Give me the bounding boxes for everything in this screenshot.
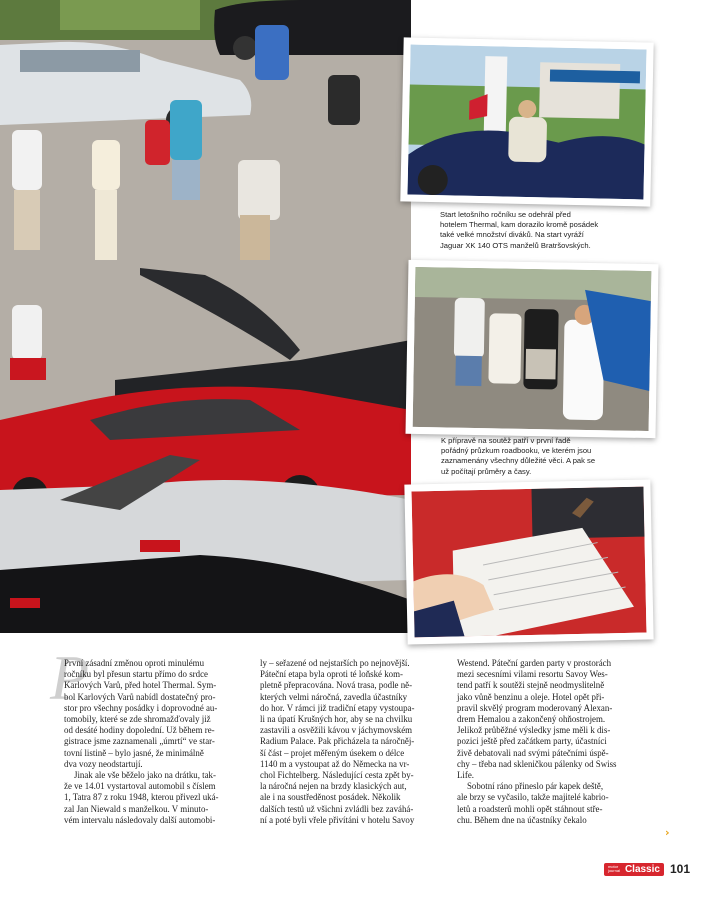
magazine-logo — [604, 863, 664, 876]
paragraph: Sobotní ráno přineslo pár kapek deště, ale brzy se vyčasilo, takže majitelé kabrio- letů a roadsterů mohli opět stáhnout stře- chu. Během dne na účastníky čekalo — [457, 781, 609, 825]
logo-text: Classic — [624, 863, 660, 875]
main-photo-rally-cars — [0, 0, 411, 633]
article-column-1 — [64, 658, 244, 826]
continue-arrow-icon: › — [665, 826, 670, 839]
paragraph: ly – seřazené od nejstarších po nejnovější. Páteční etapa byla oproti té loňské kom- pletně přepracována. Nová trasa, podle ně- kterých velmi náročná, zavedla účastníky do hor. V rámci již tradiční etapy vystoupa- li na úpatí Krušných hor, aby se na chvilku zastavili a osvěžili kávou v jáchymovském Radium Palace. Pak přicházela ta náročněj- ší část – projet měřeným úsekem o délce 1140 m a vystoupat až do Německa na vr- chol Fichtelberg. Následující cesta zpět by- la náročná nejen na brzdy klasických aut, ale i na soustředěnost posádek. Několik dalších testů už všichni zvládli bez zaváhá- ní a poté byli vřele přivítáni v hotelu Savoy — [260, 658, 415, 825]
photo-roadbook-hands — [404, 479, 653, 644]
article-column-2 — [260, 658, 443, 826]
paragraph: Jinak ale vše běželo jako na drátku, tak- že ve 14.01 vystartoval automobil s číslem 1, Tatra 87 z roku 1948, kterou přivezl uká- zal Jan Niewald s manželkou. V minuto- vém intervalu následovaly další automobi- — [64, 770, 219, 825]
photo-jaguar-start — [400, 37, 653, 206]
article-column-3 — [457, 658, 641, 826]
page-number: 101 — [669, 862, 690, 876]
page-footer — [604, 862, 690, 876]
caption-start: Start letošního ročníku se odehrál před hotelem Thermal, kam dorazilo kromě posádek také velké množství diváků. Na start vyráží Jaguar XK 140 OTS manželů Bratršovských. — [440, 210, 599, 250]
photo-roadbook-crowd — [406, 260, 659, 438]
logo-small-text: motor journal — [607, 864, 620, 873]
paragraph: První zásadní změnou oproti minulému ročníku byl přesun startu přímo do srdce Karlových Varů, před hotel Thermal. Sym- bol Karlových Varů nabídl dostatečný pro- stor pro všechny posádky i doprovodné au- tomobily, které se zde shromažďovaly již od desáté hodiny dopolední. Už během re- gistrace jsme zaznamenali „úmrtí“ ve star- tovní listině – bylo jasné, že minimálně dva vozy neodstartují. — [64, 658, 218, 769]
caption-roadbook: K přípravě na soutěž patří v první řadě pořádný průzkum roadbooku, ve kterém jsou zaznamenány všechny důležité věci. A pak se už počítají průměry a časy. — [441, 436, 596, 476]
paragraph: Westend. Páteční garden party v prostorách mezi secesními vilami resortu Savoy Wes- tend patří k soutěži stejně neodmyslitelně jako vůně benzinu a oleje. Hotel opět při- pravil skvělý program moderovaný Alexan- drem Hemalou a zakončený ohňostrojem. Jelikož průběžné výsledky jsme měli k dis- pozici ještě před začátkem party, účastníci živě debatovali nad svými pátečními úspě- chy – třeba nad skleničkou pálenky od Swiss Life. — [457, 658, 617, 781]
drop-cap: P — [50, 642, 90, 713]
